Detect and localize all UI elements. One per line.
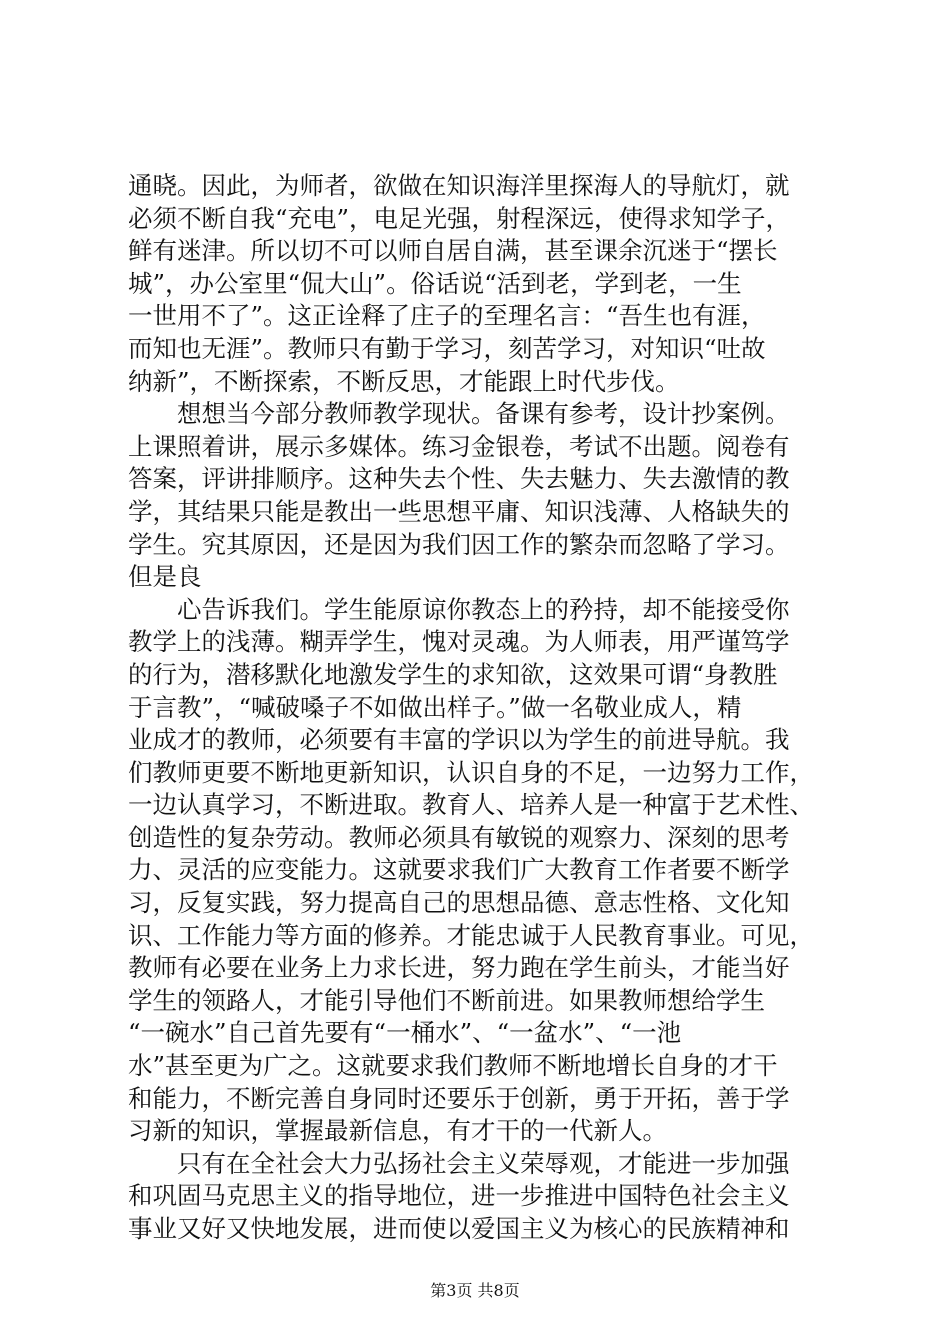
text-line: 纳新”，不断探索，不断反思，才能跟上时代步伐。 <box>128 366 680 396</box>
text-line: 一世用不了”。这正诠释了庄子的至理名言：“吾生也有涯， <box>128 301 766 331</box>
text-line: 必须不断自我“充电”，电足光强，射程深远，使得求知学子， <box>128 203 791 233</box>
text-line: 和巩固马克思主义的指导地位，进一步推进中国特色社会主义 <box>128 1181 790 1211</box>
text-line: 事业又好又快地发展，进而使以爱国主义为核心的民族精神和 <box>128 1214 790 1243</box>
text-line: 们教师更要不断地更新知识，认识自身的不足，一边努力工作， <box>128 757 814 787</box>
text-line: 于言教”，“喊破嗓子不如做出样子。”做一名敬业成人，精 <box>128 692 742 722</box>
text-line: 学生的领路人，才能引导他们不断前进。如果教师想给学生 <box>128 985 765 1015</box>
text-line: 心告诉我们。学生能原谅你教态上的矜持，却不能接受你 <box>128 594 790 624</box>
text-line: 只有在全社会大力弘扬社会主义荣辱观，才能进一步加强 <box>128 1148 790 1178</box>
text-line: 鲜有迷津。所以切不可以师自居自满，甚至课余沉迷于“摆长 <box>128 236 778 266</box>
text-line: 教师有必要在业务上力求长进，努力跑在学生前头，才能当好 <box>128 953 790 983</box>
text-line: 的行为，潜移默化地激发学生的求知欲，这效果可谓“身教胜 <box>128 659 778 689</box>
text-line: “一碗水”自己首先要有“一桶水”、“一盆水”、“一池 <box>128 1018 682 1048</box>
text-line: 教学上的浅薄。糊弄学生，愧对灵魂。为人师表，用严谨笃学 <box>128 627 790 657</box>
page-number-footer: 第3页 共8页 <box>430 1281 520 1300</box>
text-line: 习，反复实践，努力提高自己的思想品德、意志性格、文化知 <box>128 888 790 918</box>
text-line: 但是良 <box>128 562 202 592</box>
text-line: 力、灵活的应变能力。这就要求我们广大教育工作者要不断学 <box>128 855 790 885</box>
text-line: 城”，办公室里“侃大山”。俗话说“活到老，学到老，一生 <box>128 268 742 298</box>
text-line: 答案，评讲排顺序。这种失去个性、失去魅力、失去激情的教 <box>128 464 790 494</box>
text-line: 通晓。因此，为师者，欲做在知识海洋里探海人的导航灯，就 <box>128 171 790 200</box>
text-line: 而知也无涯”。教师只有勤于学习，刻苦学习，对知识“吐故 <box>128 333 766 363</box>
text-line: 和能力，不断完善自身同时还要乐于创新，勇于开拓，善于学 <box>128 1083 790 1113</box>
text-line: 创造性的复杂劳动。教师必须具有敏锐的观察力、深刻的思考 <box>128 822 790 852</box>
body-text <box>128 170 828 1246</box>
text-line: 识、工作能力等方面的修养。才能忠诚于人民教育事业。可见， <box>128 920 814 950</box>
text-line: 业成才的教师，必须要有丰富的学识以为学生的前进导航。我 <box>128 725 790 755</box>
text-line: 想想当今部分教师教学现状。备课有参考，设计抄案例。 <box>128 399 790 429</box>
text-line: 学，其结果只能是教出一些思想平庸、知识浅薄、人格缺失的 <box>128 496 790 526</box>
text-line: 学生。究其原因，还是因为我们因工作的繁杂而忽略了学习。 <box>128 529 790 559</box>
text-line: 水”甚至更为广之。这就要求我们教师不断地增长自身的才干 <box>128 1051 778 1081</box>
text-line: 习新的知识，掌握最新信息，有才干的一代新人。 <box>128 1116 667 1146</box>
text-line: 一边认真学习，不断进取。教育人、培养人是一种富于艺术性、 <box>128 790 814 820</box>
text-line: 上课照着讲，展示多媒体。练习金银卷，考试不出题。阅卷有 <box>128 431 790 461</box>
